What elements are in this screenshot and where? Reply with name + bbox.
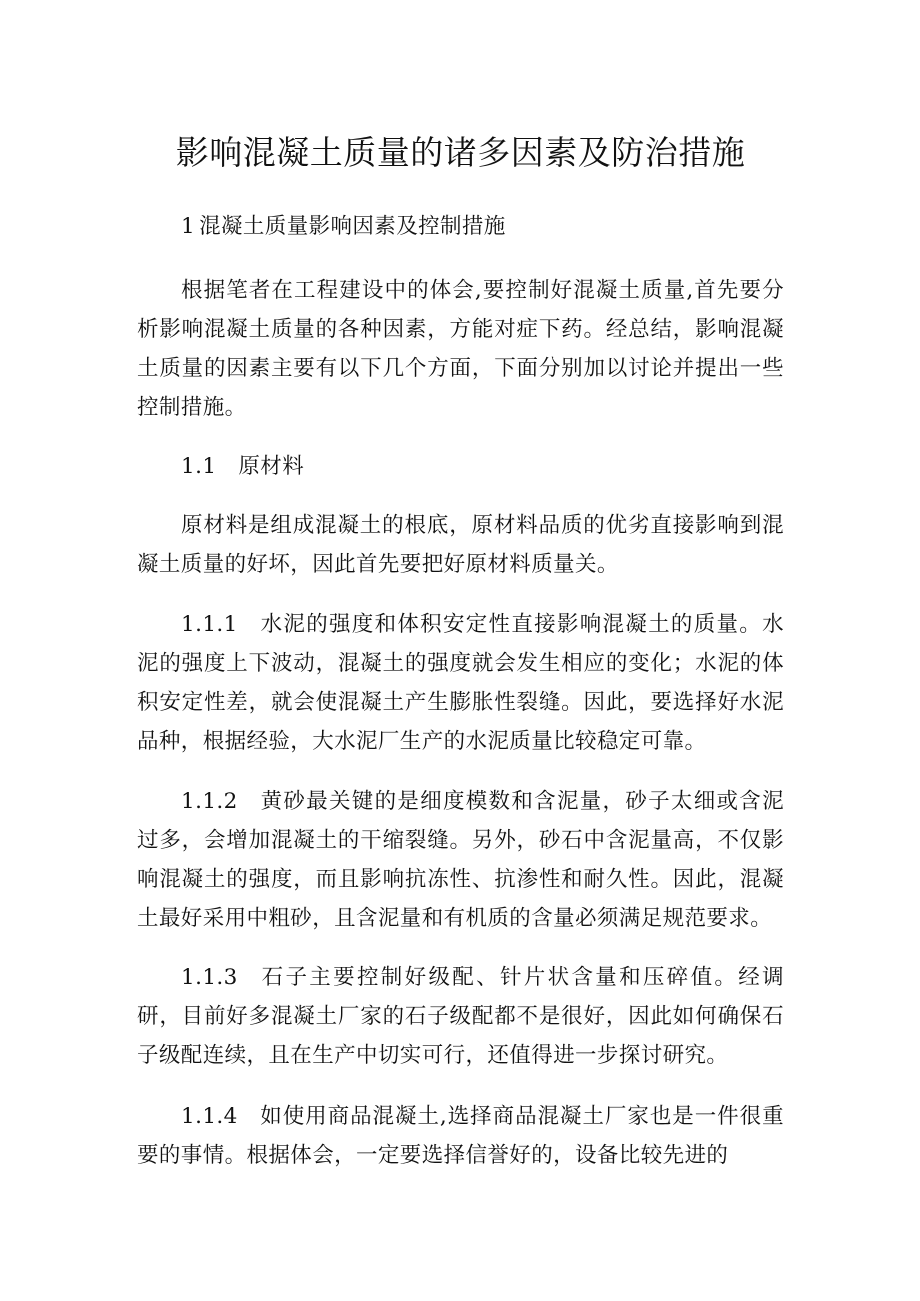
item-number: 1.1.3 [181, 965, 238, 990]
item-number: 1.1.2 [181, 789, 238, 814]
item-paragraph-1-1-3 [137, 958, 784, 1075]
item-paragraph-1-1-2 [137, 782, 784, 938]
item-text: 石子主要控制好级配、针片状含量和压碎值。经调研，目前好多混凝土厂家的石子级配都不是很好，因此如何确保石子级配连续，且在生产中切实可行，还值得进一步探讨研究。 [137, 965, 784, 1068]
item-number: 1.1.4 [181, 1104, 238, 1129]
item-number: 1.1.1 [181, 612, 238, 637]
item-text: 黄砂最关键的是细度模数和含泥量，砂子太细或含泥过多，会增加混凝土的干缩裂缝。另外，砂石中含泥量高，不仅影响混凝土的强度，而且影响抗冻性、抗渗性和耐久性。因此，混凝土最好采用中粗砂，且含泥量和有机质的含量必须满足规范要求。 [137, 789, 784, 931]
section-1-1-intro-paragraph: 原材料是组成混凝土的根底，原材料品质的优劣直接影响到混凝土质量的好坏，因此首先要把好原材料质量关。 [137, 513, 784, 577]
item-text: 如使用商品混凝土,选择商品混凝土厂家也是一件很重要的事情。根据体会，一定要选择信誉好的，设备比较先进的 [137, 1104, 784, 1168]
section-heading-text: 原材料 [238, 454, 305, 479]
item-text: 水泥的强度和体积安定性直接影响混凝土的质量。水泥的强度上下波动，混凝土的强度就会发生相应的变化；水泥的体积安定性差，就会使混凝土产生膨胀性裂缝。因此，要选择好水泥品种，根据经验，大水泥厂生产的水泥质量比较稳定可靠。 [137, 612, 784, 754]
section-number: 1 [181, 214, 196, 239]
item-paragraph-1-1-4 [137, 1097, 784, 1175]
section-heading-1 [137, 207, 784, 246]
section-1-intro-paragraph: 根据笔者在工程建设中的体会,要控制好混凝土质量,首先要分析影响混凝土质量的各种因素，方能对症下药。经总结，影响混凝土质量的因素主要有以下几个方面，下面分别加以讨论并提出一些控制措施。 [137, 278, 784, 420]
section-heading-1-1 [137, 447, 784, 486]
document-title: 影响混凝土质量的诸多因素及防治措施 [175, 133, 746, 172]
section-number: 1.1 [181, 454, 217, 479]
section-heading-text: 混凝土质量影响因素及控制措施 [199, 214, 506, 239]
item-paragraph-1-1-1 [137, 605, 784, 761]
